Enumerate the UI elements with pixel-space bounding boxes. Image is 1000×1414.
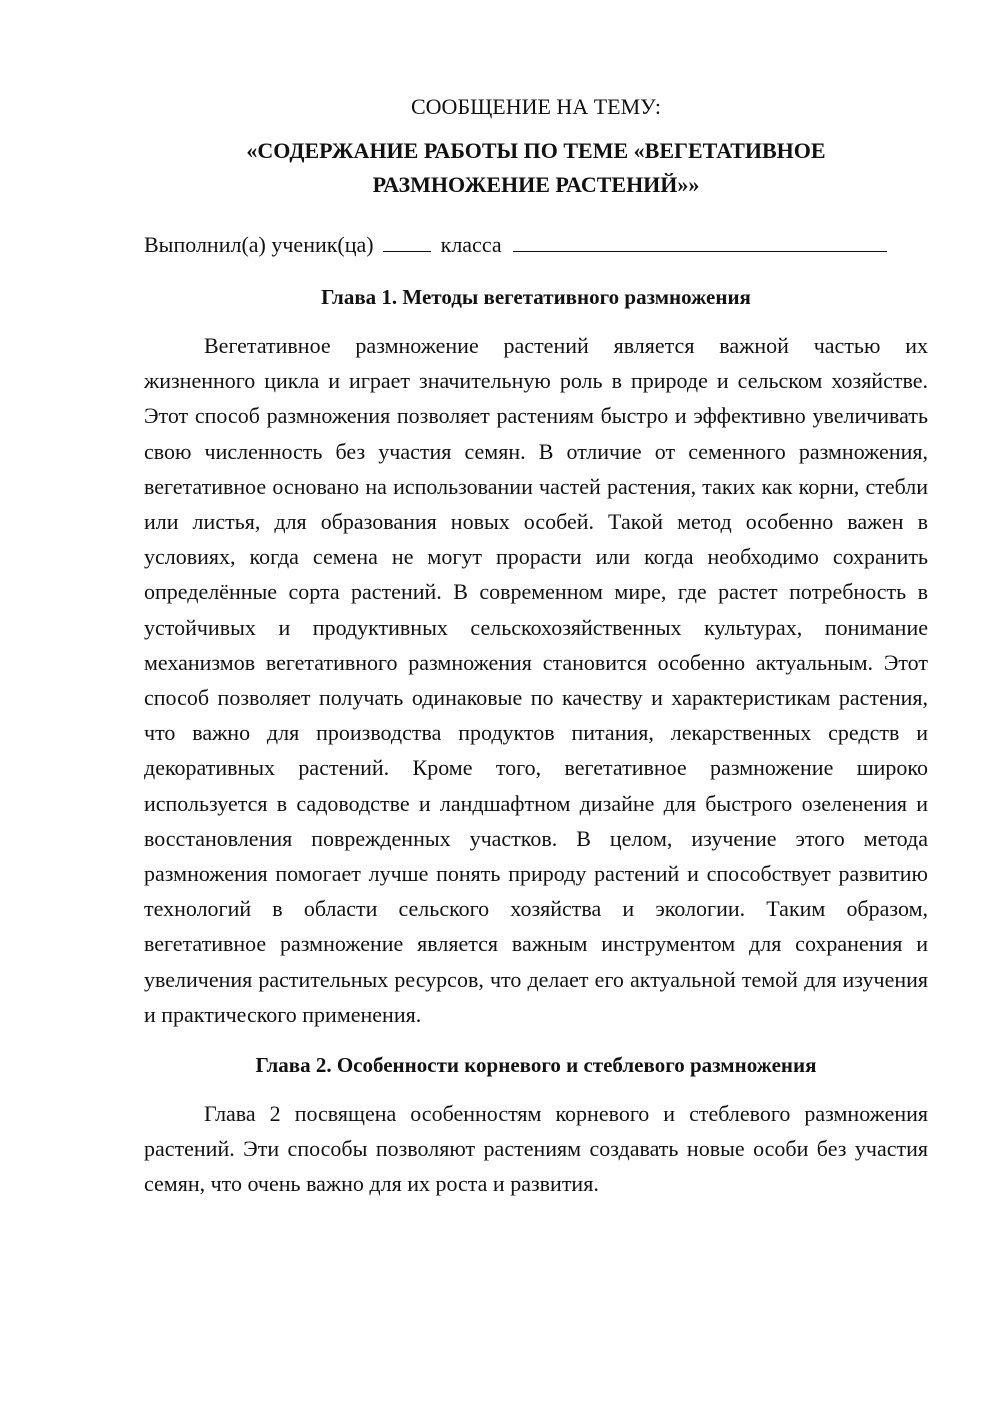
name-blank [513,231,887,252]
document-title [144,134,928,202]
document-page [144,90,928,1202]
chapter-2-paragraph: Глава 2 посвящена особенностям корневого и стеблевого размножения растений. Эти способы позволяют растениям создавать новые особи без участия семян, что очень важно для их роста и развития. [144,1101,928,1197]
document-title-line-1: «СОДЕРЖАНИЕ РАБОТЫ ПО ТЕМЕ «ВЕГЕТАТИВНОЕ [246,138,826,163]
class-word: класса [440,232,502,257]
chapter-1-title: Глава 1. Методы вегетативного размножения [321,285,751,309]
grade-blank [383,231,431,252]
document-title-line-2: РАЗМНОЖЕНИЕ РАСТЕНИЙ»» [372,172,700,197]
document-header: СООБЩЕНИЕ НА ТЕМУ: [411,94,661,119]
chapter-1-paragraph: Вегетативное размножение растений является важной частью их жизненного цикла и играет значительную роль в природе и сельском хозяйстве. Этот способ размножения позволяет растениям быстро и эффективно увеличивать свою численность без участия семян. В отличие от семенного размножения, вегетативное основано на использовании частей растения, таких как корни, стебли или листья, для образования новых особей. Такой метод особенно важен в условиях, когда семена не могут прорасти или когда необходимо сохранить определённые сорта растений. В современном мире, где растет потребность в устойчивых и продуктивных сельскохозяйственных культурах, понимание механизмов вегетативного размножения становится особенно актуальным. Этот способ позволяет получать одинаковые по качеству и характеристикам растения, что важно для производства продуктов питания, лекарственных средств и декоративных растений. Кроме того, вегетативное размножение широко используется в садоводстве и ландшафтном дизайне для быстрого озеленения и восстановления поврежденных участков. В целом, изучение этого метода размножения помогает лучше понять природу растений и способствует развитию технологий в области сельского хозяйства и экологии. Таким образом, вегетативное размножение является важным инструментом для сохранения и увеличения растительных ресурсов, что делает его актуальной темой для изучения и практического применения. [144,333,928,1027]
author-line [144,228,928,262]
chapter-2-title: Глава 2. Особенности корневого и стеблевого размножения [255,1053,817,1078]
author-prefix: Выполнил(а) ученик(ца) [144,232,374,257]
